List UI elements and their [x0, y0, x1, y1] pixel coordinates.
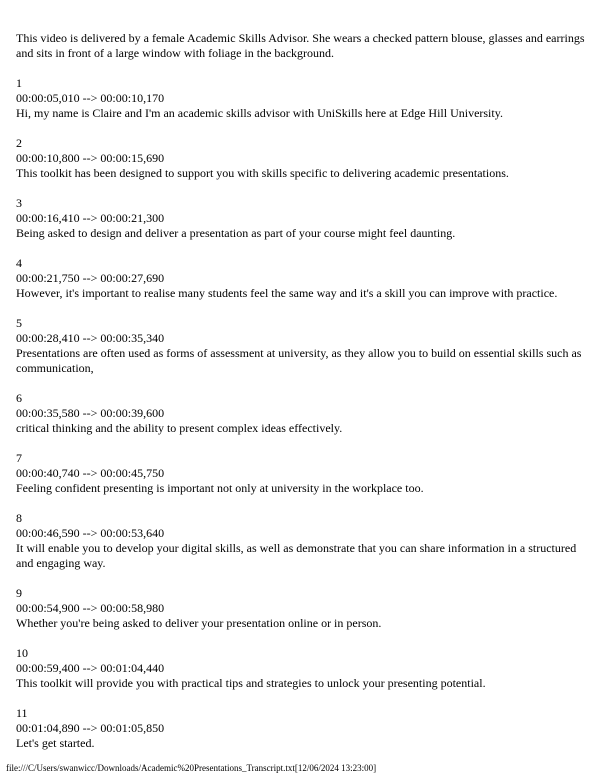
transcript-page — [16, 31, 588, 766]
cue-text: Presentations are often used as forms of assessment at university, as they allow you to build on essential skills such as communication, — [16, 346, 582, 375]
cue-timestamp: 00:00:10,800 --> 00:00:15,690 — [16, 151, 165, 165]
cue-text: Feeling confident presenting is important not only at university in the workplace too. — [16, 481, 424, 495]
cue-index: 6 — [16, 391, 22, 405]
cue-index: 9 — [16, 586, 22, 600]
cue-index: 4 — [16, 256, 22, 270]
cue-index: 1 — [16, 76, 22, 90]
cue-text: critical thinking and the ability to present complex ideas effectively. — [16, 421, 343, 435]
cue-text: Being asked to design and deliver a presentation as part of your course might feel daunting. — [16, 226, 456, 240]
cue-timestamp: 00:00:59,400 --> 00:01:04,440 — [16, 661, 165, 675]
caption-cue — [16, 646, 588, 691]
cue-timestamp: 00:00:46,590 --> 00:00:53,640 — [16, 526, 165, 540]
cue-index: 11 — [16, 706, 28, 720]
video-description: This video is delivered by a female Academic Skills Advisor. She wears a checked pattern blouse, glasses and earrings and sits in front of a large window with foliage in the background. — [16, 31, 585, 60]
caption-cue — [16, 256, 588, 301]
cue-index: 2 — [16, 136, 22, 150]
caption-cue — [16, 136, 588, 181]
cue-timestamp: 00:00:35,580 --> 00:00:39,600 — [16, 406, 165, 420]
cue-timestamp: 00:00:21,750 --> 00:00:27,690 — [16, 271, 165, 285]
cue-text: However, it's important to realise many students feel the same way and it's a skill you can improve with practice. — [16, 286, 558, 300]
caption-cue — [16, 196, 588, 241]
cue-text: Let's get started. — [16, 736, 95, 750]
cue-timestamp: 00:00:40,740 --> 00:00:45,750 — [16, 466, 165, 480]
cue-text: It will enable you to develop your digital skills, as well as demonstrate that you can share information in a structured and engaging way. — [16, 541, 577, 570]
caption-cue — [16, 316, 588, 376]
cue-index: 5 — [16, 316, 22, 330]
caption-cue — [16, 511, 588, 571]
caption-cue — [16, 76, 588, 121]
cue-timestamp: 00:00:05,010 --> 00:00:10,170 — [16, 91, 165, 105]
cue-index: 8 — [16, 511, 22, 525]
print-footer-file-path: file:///C/Users/swanwicc/Downloads/Academic%20Presentations_Transcript.txt[12/06/2024 13:23:00] — [6, 763, 377, 773]
caption-cue — [16, 706, 588, 751]
cue-text: This toolkit has been designed to support you with skills specific to delivering academic presentations. — [16, 166, 509, 180]
cue-text: Hi, my name is Claire and I'm an academic skills advisor with UniSkills here at Edge Hill University. — [16, 106, 503, 120]
caption-cue — [16, 586, 588, 631]
cue-index: 3 — [16, 196, 22, 210]
cue-timestamp: 00:00:54,900 --> 00:00:58,980 — [16, 601, 165, 615]
cue-timestamp: 00:01:04,890 --> 00:01:05,850 — [16, 721, 165, 735]
cue-timestamp: 00:00:16,410 --> 00:00:21,300 — [16, 211, 165, 225]
cue-text: This toolkit will provide you with practical tips and strategies to unlock your presenting potential. — [16, 676, 486, 690]
cue-index: 7 — [16, 451, 22, 465]
cue-text: Whether you're being asked to deliver your presentation online or in person. — [16, 616, 382, 630]
cue-index: 10 — [16, 646, 28, 660]
caption-cue — [16, 451, 588, 496]
caption-cue — [16, 391, 588, 436]
cue-timestamp: 00:00:28,410 --> 00:00:35,340 — [16, 331, 165, 345]
